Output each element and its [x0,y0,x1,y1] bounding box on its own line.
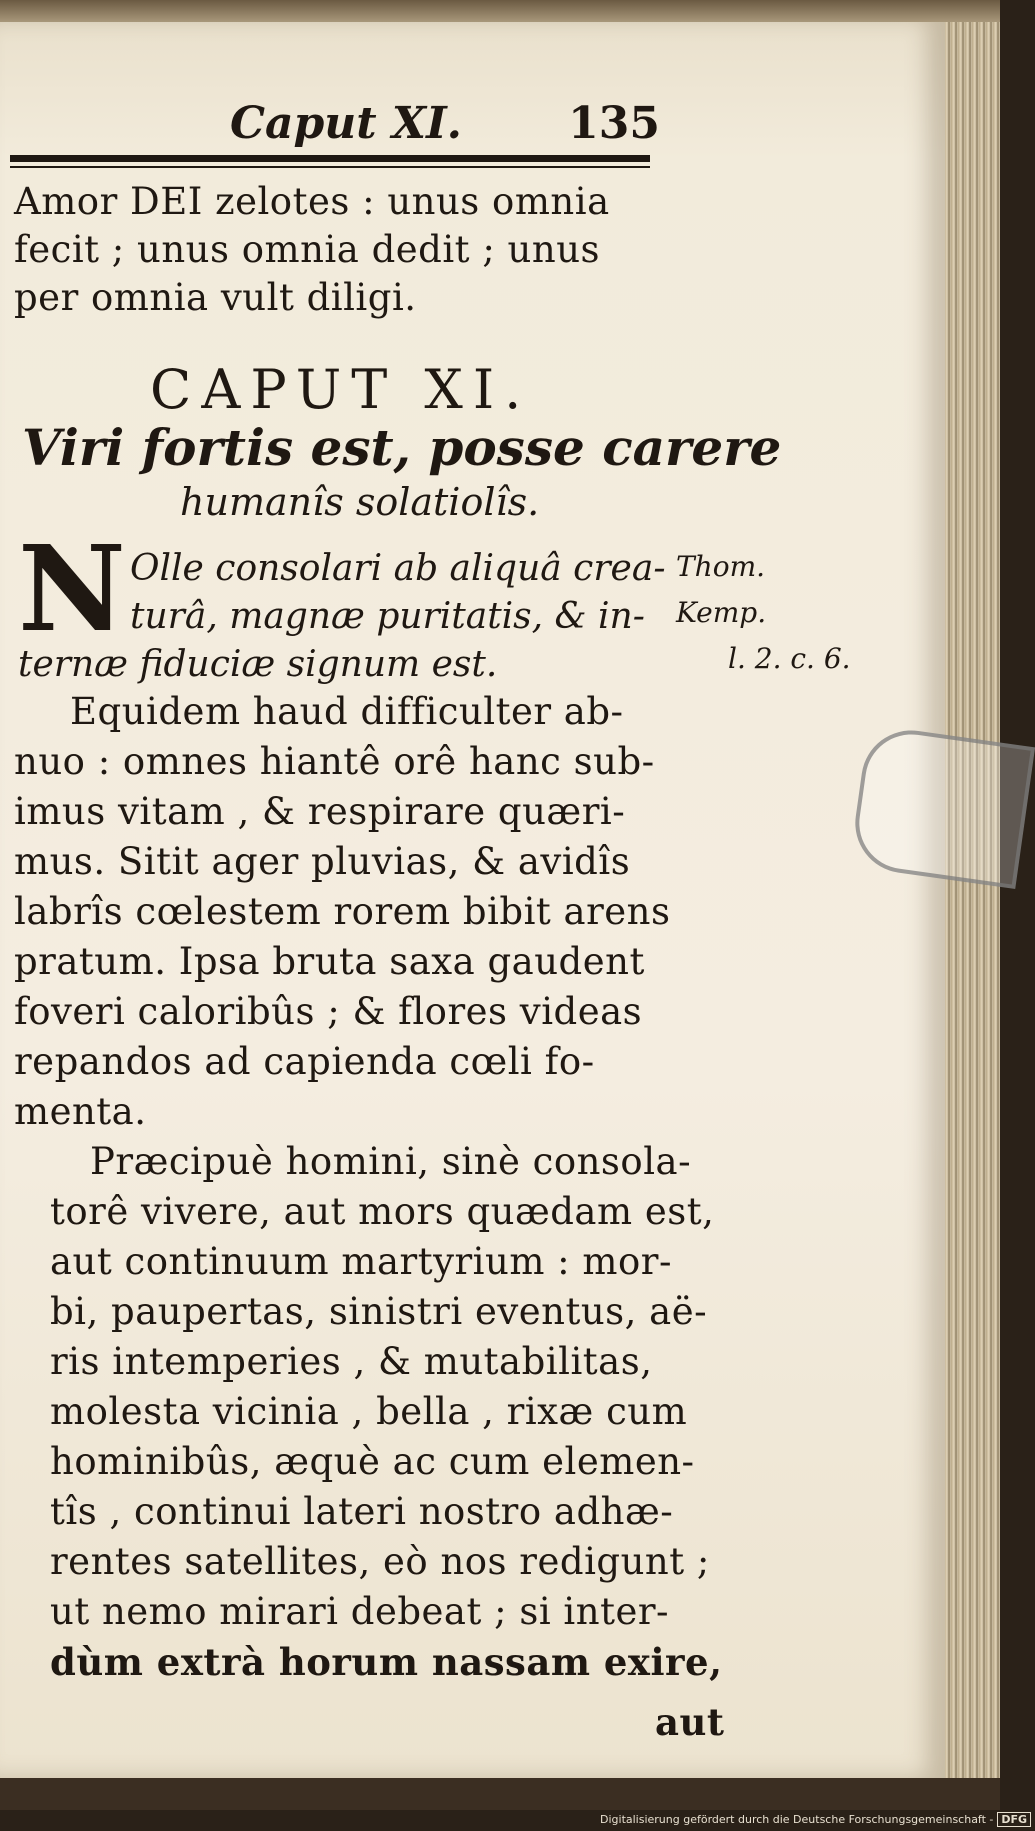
paragraph-line: hominibûs, æquè ac cum elemen- [50,1440,695,1483]
paragraph-line: tîs , continui lateri nostro adhæ- [50,1490,674,1533]
paragraph-line: nuo : omnes hiantê orê hanc sub- [14,740,655,783]
paragraph-line: Præcipuè homini, sinè consola- [90,1140,692,1183]
paragraph-line: rentes satellites, eò nos redigunt ; [50,1540,710,1583]
margin-note: Kemp. [676,596,767,629]
opening-line: ternæ fiduciæ signum est. [18,644,498,685]
paragraph-line: aut continuum martyrium : mor- [50,1240,672,1283]
top-edge [0,0,1000,22]
header-rule-thin [10,166,650,168]
paragraph-line: menta. [14,1090,147,1133]
paragraph-line: Equidem haud difficulter ab- [70,690,624,733]
bottom-edge [0,1778,1000,1810]
paragraph-line: repandos ad capienda cœli fo- [14,1040,595,1083]
intro-line: Amor DEI zelotes : unus omnia [14,180,610,223]
paragraph-line: bi, paupertas, sinistri eventus, aë- [50,1290,708,1333]
margin-note: l. 2. c. 6. [728,642,851,675]
margin-note: Thom. [676,550,766,583]
drop-cap: N [18,519,126,658]
paragraph-line: torê vivere, aut mors quædam est, [50,1190,715,1233]
chapter-heading: CAPUT XI. [150,358,532,421]
header-rule [10,155,650,162]
paragraph-line: pratum. Ipsa bruta saxa gaudent [14,940,645,983]
running-head [230,98,660,150]
running-head-title: Caput XI. [230,98,462,149]
opening-line: Olle consolari ab aliquâ crea- [130,548,666,589]
intro-line: fecit ; unus omnia dedit ; unus [14,228,601,271]
paragraph-line: imus vitam , & respirare quæri- [14,790,626,833]
paragraph-line: dùm extrà horum nassam exire, [50,1640,723,1684]
chapter-title-line1: Viri fortis est, posse carere [22,418,782,477]
paragraph-line: ris intemperies , & mutabilitas, [50,1340,653,1383]
intro-line: per omnia vult diligi. [14,276,417,319]
opening-line: turâ, magnæ puritatis, & in- [130,596,645,637]
page-number: 135 [568,98,660,149]
paragraph-line: labrîs cœlestem rorem bibit arens [14,890,671,933]
paragraph-line: ut nemo mirari debeat ; si inter- [50,1590,670,1633]
digitization-footer [600,1812,1031,1827]
page-clip [849,724,1035,889]
catchword: aut [655,1700,725,1744]
paragraph-line: molesta vicinia , bella , rixæ cum [50,1390,688,1433]
dfg-badge: DFG [997,1812,1031,1827]
footer-text: Digitalisierung gefördert durch die Deutsche Forschungsgemeinschaft - [600,1813,994,1826]
paragraph-line: foveri caloribûs ; & flores videas [14,990,643,1033]
chapter-title-line2: humanîs solatiolîs. [180,480,540,524]
paragraph-line: mus. Sitit ager pluvias, & avidîs [14,840,631,883]
